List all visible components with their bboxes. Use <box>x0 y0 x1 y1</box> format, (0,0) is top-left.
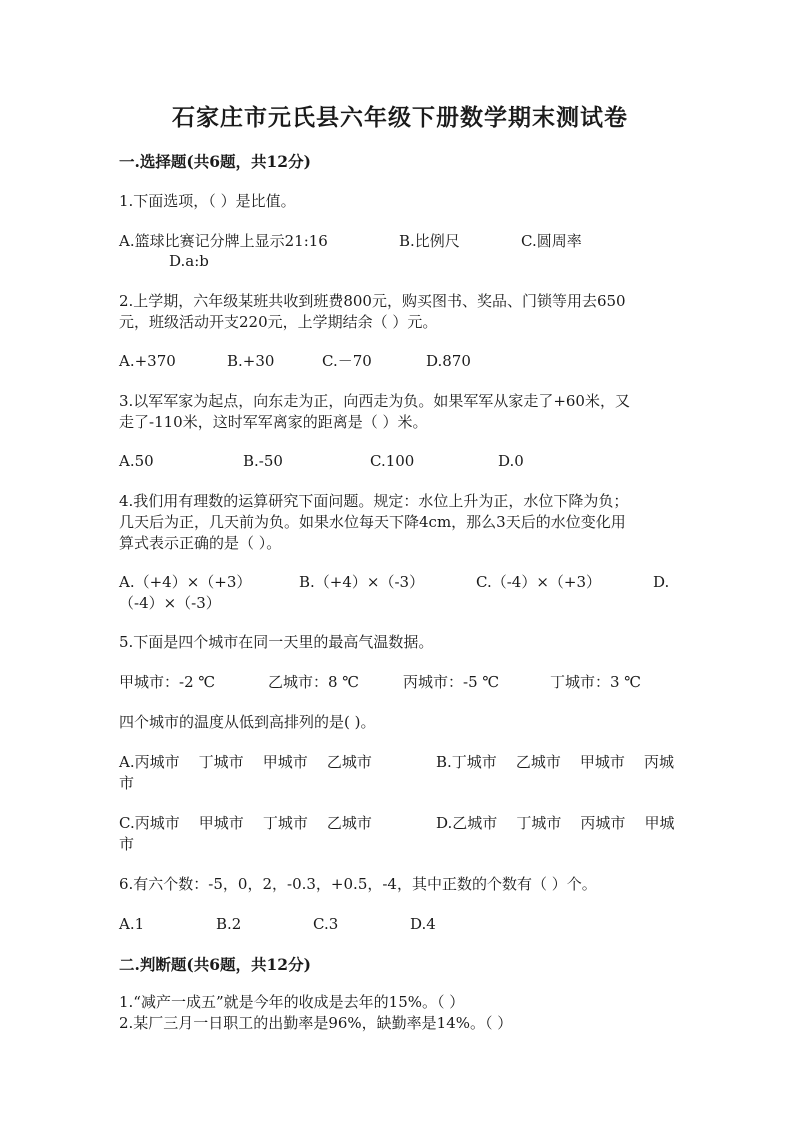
option-c: C.圆周率 <box>521 232 582 250</box>
temperature-ding: 丁城市：3 ℃ <box>550 673 642 691</box>
question-stem: 几天后为正，几天前为负。如果水位每天下降4cm，那么3天后的水位变化用 <box>119 513 626 531</box>
option-c: C.（-4）×（+3） <box>476 573 602 591</box>
question-prompt: 四个城市的温度从低到高排列的是( )。 <box>119 713 376 731</box>
option-a: A.篮球比赛记分牌上显示21:16 <box>119 232 328 250</box>
question-stem: 5.下面是四个城市在同一天里的最高气温数据。 <box>119 633 434 651</box>
option-c: C.100 <box>370 452 415 470</box>
question-stem: 3.以军军家为起点，向东走为正，向西走为负。如果军军从家走了+60米，又 <box>119 392 630 410</box>
judgment-2: 2.某厂三月一日职工的出勤率是96%，缺勤率是14%。（ ） <box>119 1014 513 1032</box>
question-stem: 走了-110米，这时军军离家的距离是（ ）米。 <box>119 413 428 431</box>
option-d: D.a:b <box>169 252 209 270</box>
temperature-yi: 乙城市：8 ℃ <box>268 673 360 691</box>
option-b-continued: 市 <box>119 774 135 792</box>
option-b: B.（+4）×（-3） <box>299 573 425 591</box>
temperature-jia: 甲城市：-2 ℃ <box>119 673 216 691</box>
option-a: A.+370 <box>119 352 176 370</box>
option-a: A.50 <box>119 452 154 470</box>
option-b: B.+30 <box>227 352 275 370</box>
question-stem: 1.下面选项，（ ）是比值。 <box>119 192 296 210</box>
judgment-1: 1.“减产一成五”就是今年的收成是去年的15%。（ ） <box>119 993 465 1011</box>
question-stem: 元，班级活动开支220元，上学期结余（ ）元。 <box>119 313 438 331</box>
section-heading-choice: 一.选择题(共6题，共12分) <box>119 152 311 171</box>
option-c: C.－70 <box>322 352 372 370</box>
option-d: D.870 <box>426 352 471 370</box>
option-b: B.-50 <box>243 452 283 470</box>
option-a: A.1 <box>119 915 145 933</box>
option-d: D.乙城市 丁城市 丙城市 甲城 <box>436 814 675 832</box>
option-d: D.0 <box>498 452 524 470</box>
option-d-continued: 市 <box>119 835 135 853</box>
option-d: D. <box>653 573 670 591</box>
question-stem: 算式表示正确的是（ ）。 <box>119 534 282 552</box>
option-b: B.丁城市 乙城市 甲城市 丙城 <box>436 753 675 771</box>
option-a: A.丙城市 丁城市 甲城市 乙城市 <box>119 753 372 771</box>
temperature-bing: 丙城市：-5 ℃ <box>403 673 500 691</box>
exam-title: 石家庄市元氏县六年级下册数学期末测试卷 <box>172 104 628 131</box>
question-stem: 6.有六个数：-5，0，2，-0.3，+0.5，-4，其中正数的个数有（ ）个。 <box>119 875 597 893</box>
option-b: B.比例尺 <box>399 232 460 250</box>
question-stem: 4.我们用有理数的运算研究下面问题。规定：水位上升为正，水位下降为负； <box>119 492 629 510</box>
option-c: C.丙城市 甲城市 丁城市 乙城市 <box>119 814 372 832</box>
section-heading-judgment: 二.判断题(共6题，共12分) <box>119 955 311 974</box>
option-c: C.3 <box>313 915 339 933</box>
option-b: B.2 <box>216 915 242 933</box>
option-d-continued: （-4）×（-3） <box>119 594 221 612</box>
option-a: A.（+4）×（+3） <box>119 573 252 591</box>
option-d: D.4 <box>410 915 436 933</box>
question-stem: 2.上学期，六年级某班共收到班费800元，购买图书、奖品、门锁等用去650 <box>119 292 626 310</box>
